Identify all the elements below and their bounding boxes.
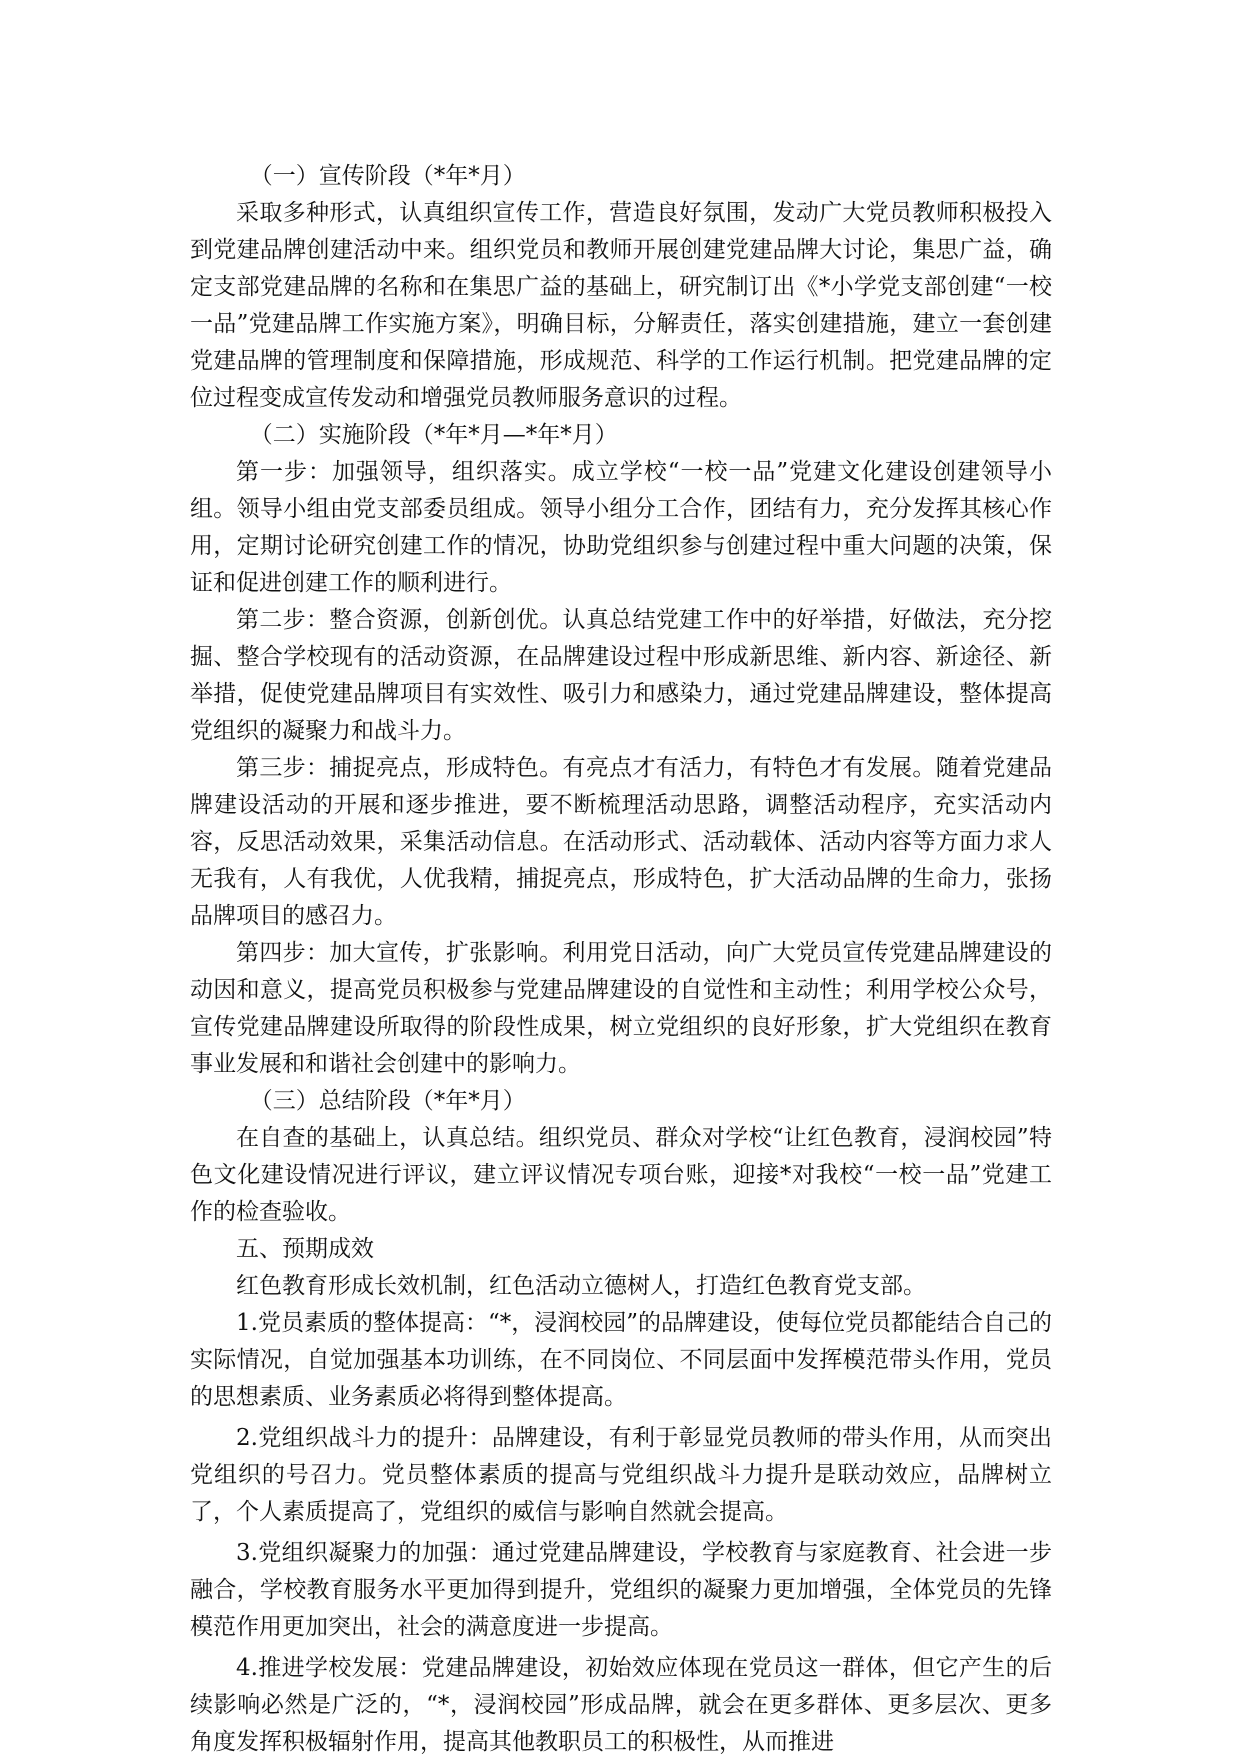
stage-heading-publicity: （一）宣传阶段（*年*月） — [249, 163, 526, 189]
stage-heading-implementation: （二）实施阶段（*年*月—*年*月） — [249, 422, 618, 448]
list-item-3: 3.党组织凝聚力的加强：通过党建品牌建设，学校教育与家庭教育、社会进一步融合，学校教育服务水平更加得到提升，党组织的凝聚力更加增强，全体党员的先锋模范作用更加突出，社会的满意度进一步提高。 — [190, 1540, 1052, 1640]
list-item-4: 4.推进学校发展：党建品牌建设，初始效应体现在党员这一群体，但它产生的后续影响必然是广泛的，“*，浸润校园”形成品牌，就会在更多群体、更多层次、更多角度发挥积极辐射作用，提高其他教职员工的积极性，从而推进 — [190, 1655, 1052, 1755]
paragraph-step-4: 第四步：加大宣传，扩张影响。利用党日活动，向广大党员宣传党建品牌建设的动因和意义，提高党员积极参与党建品牌建设的自觉性和主动性；利用学校公众号，宣传党建品牌建设所取得的阶段性成果，树立党组织的良好形象，扩大党组织在教育事业发展和和谐社会创建中的影响力。 — [190, 940, 1052, 1077]
list-item-2: 2.党组织战斗力的提升：品牌建设，有利于彰显党员教师的带头作用，从而突出党组织的号召力。党员整体素质的提高与党组织战斗力提升是联动效应，品牌树立了，个人素质提高了，党组织的威信与影响自然就会提高。 — [190, 1425, 1052, 1525]
paragraph-summary: 在自查的基础上，认真总结。组织党员、群众对学校“让红色教育，浸润校园”特色文化建设情况进行评议，建立评议情况专项台账，迎接*对我校“一校一品”党建工作的检查验收。 — [190, 1125, 1052, 1225]
section-heading-expected-results: 五、预期成效 — [236, 1236, 374, 1262]
document-page — [190, 158, 1052, 1761]
list-item-1: 1.党员素质的整体提高：“*，浸润校园”的品牌建设，使每位党员都能结合自己的实际情况，自觉加强基本功训练，在不同岗位、不同层面中发挥模范带头作用，党员的思想素质、业务素质必将得到整体提高。 — [190, 1310, 1052, 1410]
paragraph-publicity: 采取多种形式，认真组织宣传工作，营造良好氛围，发动广大党员教师积极投入到党建品牌创建活动中来。组织党员和教师开展创建党建品牌大讨论，集思广益，确定支部党建品牌的名称和在集思广益的基础上，研究制订出《*小学党支部创建“一校一品”党建品牌工作实施方案》，明确目标，分解责任，落实创建措施，建立一套创建党建品牌的管理制度和保障措施，形成规范、科学的工作运行机制。把党建品牌的定位过程变成宣传发动和增强党员教师服务意识的过程。 — [190, 200, 1052, 411]
stage-heading-summary: （三）总结阶段（*年*月） — [249, 1088, 526, 1114]
paragraph-expected-results: 红色教育形成长效机制，红色活动立德树人，打造红色教育党支部。 — [236, 1273, 926, 1299]
paragraph-step-3: 第三步：捕捉亮点，形成特色。有亮点才有活力，有特色才有发展。随着党建品牌建设活动的开展和逐步推进，要不断梳理活动思路，调整活动程序，充实活动内容，反思活动效果，采集活动信息。在活动形式、活动载体、活动内容等方面力求人无我有，人有我优，人优我精，捕捉亮点，形成特色，扩大活动品牌的生命力，张扬品牌项目的感召力。 — [190, 755, 1052, 929]
paragraph-step-1: 第一步：加强领导，组织落实。成立学校“一校一品”党建文化建设创建领导小组。领导小组由党支部委员组成。领导小组分工合作，团结有力，充分发挥其核心作用，定期讨论研究创建工作的情况，协助党组织参与创建过程中重大问题的决策，保证和促进创建工作的顺利进行。 — [190, 459, 1052, 596]
paragraph-step-2: 第二步：整合资源，创新创优。认真总结党建工作中的好举措，好做法，充分挖掘、整合学校现有的活动资源，在品牌建设过程中形成新思维、新内容、新途径、新举措，促使党建品牌项目有实效性、吸引力和感染力，通过党建品牌建设，整体提高党组织的凝聚力和战斗力。 — [190, 607, 1052, 744]
